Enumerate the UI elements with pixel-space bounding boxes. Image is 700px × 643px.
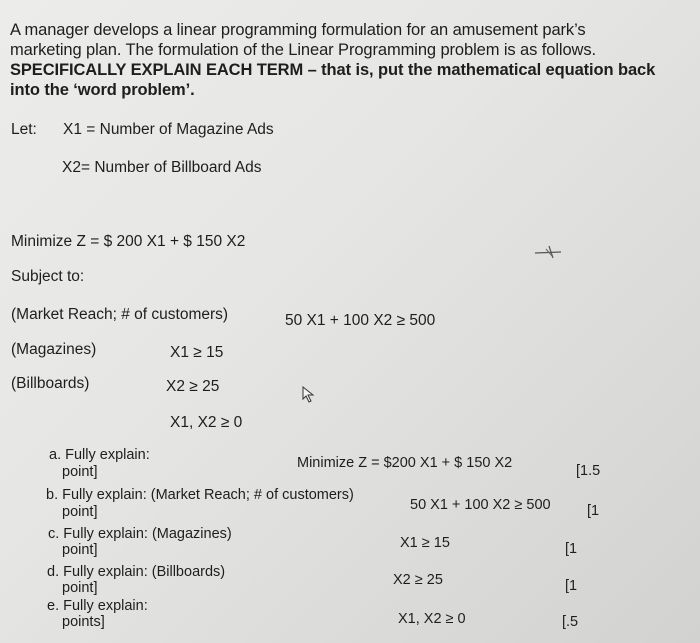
- header-line-1: A manager develops a linear programming formulation for an amusement park’s: [10, 21, 586, 39]
- constraint-billboards-expr: X2 ≥ 25: [166, 378, 220, 395]
- header-line-3: SPECIFICALLY EXPLAIN EACH TERM – that is, put the mathematical equation back: [10, 61, 656, 79]
- question-a-cont: point]: [62, 464, 98, 480]
- header-line-2: marketing plan. The formulation of the Linear Programming problem is as follows.: [10, 41, 596, 59]
- constraint-magazines-expr: X1 ≥ 15: [170, 344, 224, 361]
- question-b-points: [1: [587, 503, 600, 519]
- objective-function: Minimize Z = $ 200 X1 + $ 150 X2: [11, 233, 246, 250]
- question-e-cont: points]: [62, 614, 105, 630]
- header-line-4: into the ‘word problem’.: [10, 81, 195, 99]
- constraint-market-reach-expr: 50 X1 + 100 X2 ≥ 500: [285, 312, 436, 329]
- question-d-prompt: d. Fully explain: (Billboards): [47, 564, 226, 580]
- constraint-billboards-label: (Billboards): [11, 375, 90, 392]
- x2-definition: X2= Number of Billboard Ads: [62, 159, 262, 176]
- subject-to-label: Subject to:: [11, 268, 85, 285]
- constraint-market-reach-label: (Market Reach; # of customers): [11, 306, 229, 323]
- question-d-points: [1: [565, 578, 578, 594]
- constraint-magazines-label: (Magazines): [11, 341, 97, 358]
- question-a-expr: Minimize Z = $200 X1 + $ 150 X2: [297, 455, 513, 471]
- question-c-expr: X1 ≥ 15: [400, 535, 450, 551]
- question-a-points: [1.5: [576, 463, 601, 479]
- question-c-prompt: c. Fully explain: (Magazines): [48, 526, 232, 542]
- x1-definition: X1 = Number of Magazine Ads: [63, 121, 274, 138]
- mouse-cursor-icon: [301, 385, 317, 403]
- question-b-prompt: b. Fully explain: (Market Reach; # of customers): [46, 487, 354, 503]
- question-a-prompt: a. Fully explain:: [49, 447, 150, 463]
- question-e-points: [.5: [562, 614, 579, 630]
- question-c-cont: point]: [62, 542, 98, 558]
- question-b-cont: point]: [62, 504, 98, 520]
- problem-header: [10, 20, 690, 100]
- pen-mark-icon: [533, 244, 565, 260]
- question-d-expr: X2 ≥ 25: [393, 572, 443, 588]
- question-d-cont: point]: [62, 580, 98, 596]
- constraint-nonnegativity-expr: X1, X2 ≥ 0: [170, 414, 243, 431]
- question-c-points: [1: [565, 541, 578, 557]
- question-b-expr: 50 X1 + 100 X2 ≥ 500: [410, 497, 551, 513]
- question-e-expr: X1, X2 ≥ 0: [398, 611, 466, 627]
- let-label: Let:: [11, 121, 37, 138]
- question-e-prompt: e. Fully explain:: [47, 598, 148, 614]
